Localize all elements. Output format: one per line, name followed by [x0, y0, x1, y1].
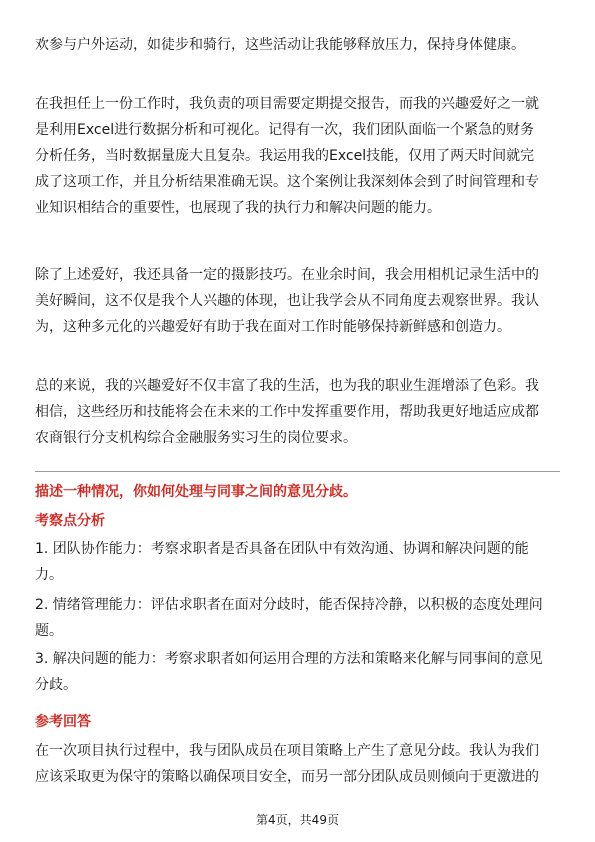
text-line: 在一次项目执行过程中，我与团队成员在项目策略上产生了意见分歧。我认为我们	[35, 743, 539, 759]
text-line: 欢参与户外运动，如徒步和骑行，这些活动让我能够释放压力，保持身体健康。	[35, 37, 525, 53]
section-divider	[35, 471, 560, 472]
text-line: 1. 团队协作能力：考察求职者是否具备在团队中有效沟通、协调和解决问题的能	[35, 541, 529, 557]
text-line: 除了上述爱好，我还具备一定的摄影技巧。在业余时间，我会用相机记录生活中的	[35, 267, 539, 283]
text-line: 3. 解决问题的能力：考察求职者如何运用合理的方法和策略来化解与同事间的意见	[35, 651, 543, 667]
text-line: 相信，这些经历和技能将会在未来的工作中发挥重要作用，帮助我更好地适应成都	[35, 404, 539, 420]
paragraph-hobbies-outdoor	[35, 32, 525, 58]
text-line: 农商银行分支机构综合金融服务实习生的岗位要求。	[35, 430, 357, 446]
text-line: 为，这种多元化的兴趣爱好有助于我在面对工作时能够保持新鲜感和创造力。	[35, 319, 511, 335]
text-line: 应该采取更为保守的策略以确保项目安全，而另一部分团队成员则倾向于更激进的	[35, 769, 539, 785]
analysis-item-2	[35, 592, 560, 644]
paragraph-answer	[35, 738, 539, 790]
text-line: 是利用Excel进行数据分析和可视化。记得有一次，我们团队面临一个紧急的财务	[35, 122, 535, 138]
text-line: 成了这项工作，并且分析结果准确无误。这个案例让我深刻体会到了时间管理和专	[35, 174, 539, 190]
paragraph-excel-case	[35, 91, 539, 221]
text-line: 美好瞬间，这不仅是我个人兴趣的体现，也让我学会从不同角度去观察世界。我认	[35, 293, 539, 309]
analysis-item-3	[35, 646, 560, 698]
text-line: 分歧。	[35, 677, 77, 693]
paragraph-summary	[35, 373, 539, 451]
analysis-item-1	[35, 536, 560, 588]
text-line: 2. 情绪管理能力：评估求职者在面对分歧时，能否保持冷静，以积极的态度处理问	[35, 597, 543, 613]
answer-heading: 参考回答	[35, 714, 91, 730]
page-number: 第4页，共49页	[256, 813, 339, 827]
analysis-heading: 考察点分析	[35, 513, 105, 529]
text-line: 题。	[35, 623, 63, 639]
text-line: 力。	[35, 567, 63, 583]
text-line: 在我担任上一份工作时，我负责的项目需要定期提交报告，而我的兴趣爱好之一就	[35, 96, 539, 112]
question-heading: 描述一种情况，你如何处理与同事之间的意见分歧。	[35, 484, 357, 500]
text-line: 分析任务，当时数据量庞大且复杂。我运用我的Excel技能，仅用了两天时间就完	[35, 148, 535, 164]
text-line: 总的来说，我的兴趣爱好不仅丰富了我的生活，也为我的职业生涯增添了色彩。我	[35, 378, 539, 394]
text-line: 业知识相结合的重要性，也展现了我的执行力和解决问题的能力。	[35, 200, 441, 216]
paragraph-photography	[35, 262, 539, 340]
